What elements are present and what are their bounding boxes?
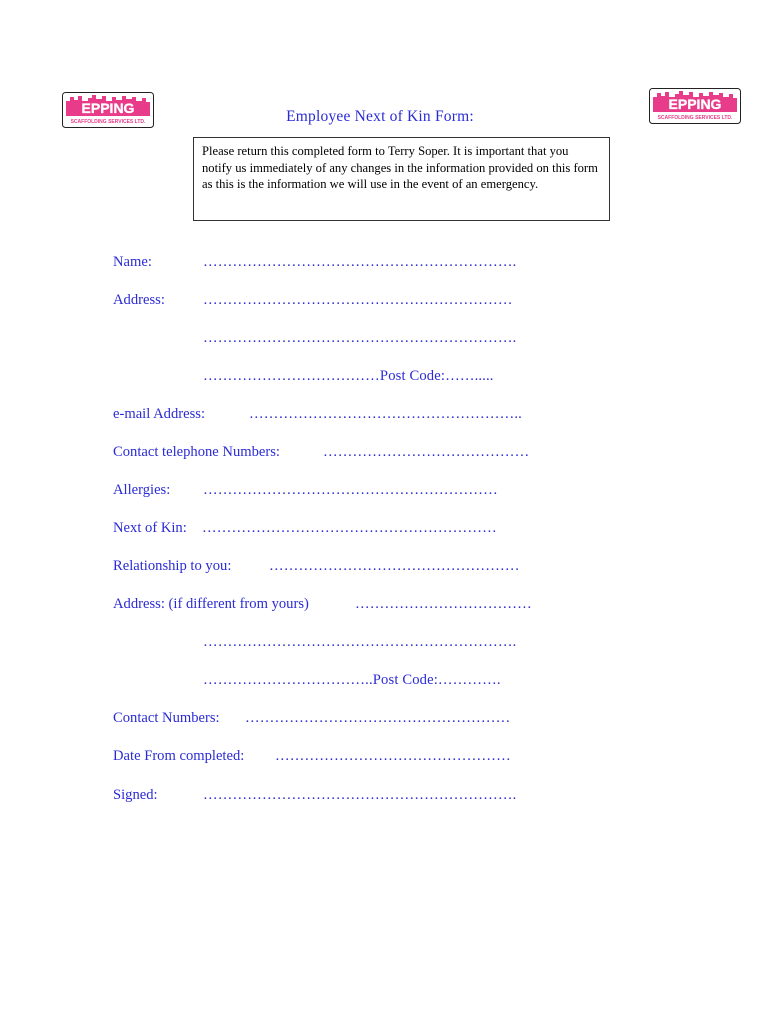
date-completed-field[interactable]: ………………………………………… (275, 748, 511, 764)
phone-label: Contact telephone Numbers: (113, 444, 280, 460)
address-field-line2[interactable]: ………………………………………………………. (203, 330, 517, 346)
relationship-field[interactable]: …………………………………………… (269, 558, 520, 574)
name-field[interactable]: ………………………………………………………. (203, 254, 517, 270)
address-label: Address: (113, 292, 165, 308)
logo-brand-text: EPPING (81, 100, 135, 116)
logo-brand-text: EPPING (668, 96, 722, 112)
signed-label: Signed: (113, 787, 158, 803)
kin-address-field-line1[interactable]: ……………………………… (355, 596, 532, 612)
name-label: Name: (113, 254, 152, 270)
address-field-line1[interactable]: ……………………………………………………… (203, 292, 513, 308)
email-field[interactable]: ……………………………………………….. (249, 406, 522, 422)
kin-address-field-line2[interactable]: ………………………………………………………. (203, 634, 517, 650)
logo-subtitle-text: SCAFFOLDING SERVICES LTD. (70, 119, 146, 125)
signature-field[interactable]: ………………………………………………………. (203, 787, 517, 803)
allergies-label: Allergies: (113, 482, 171, 498)
contact-numbers-label: Contact Numbers: (113, 710, 220, 726)
allergies-field[interactable]: …………………………………………………… (203, 482, 498, 498)
kin-address-postcode-field[interactable]: ……………………………..Post Code:…………. (203, 672, 501, 688)
kin-address-label: Address: (if different from yours) (113, 596, 309, 612)
instructions-box: Please return this completed form to Terry Soper. It is important that you notify us immediately of any changes in the information provided on this form as this is the information we will use in the event of an emergency. (193, 137, 610, 221)
form-title: Employee Next of Kin Form: (286, 108, 474, 125)
contact-numbers-field[interactable]: ……………………………………………… (245, 710, 511, 726)
relationship-label: Relationship to you: (113, 558, 232, 574)
next-of-kin-label: Next of Kin: (113, 520, 187, 536)
email-label: e-mail Address: (113, 406, 206, 422)
phone-field[interactable]: …………………………………… (323, 444, 530, 460)
logo-subtitle-text: SCAFFOLDING SERVICES LTD. (657, 115, 733, 121)
date-completed-label: Date From completed: (113, 748, 245, 764)
address-postcode-field[interactable]: ………………………………Post Code:……..... (203, 368, 494, 384)
next-of-kin-field[interactable]: …………………………………………………… (202, 520, 497, 536)
